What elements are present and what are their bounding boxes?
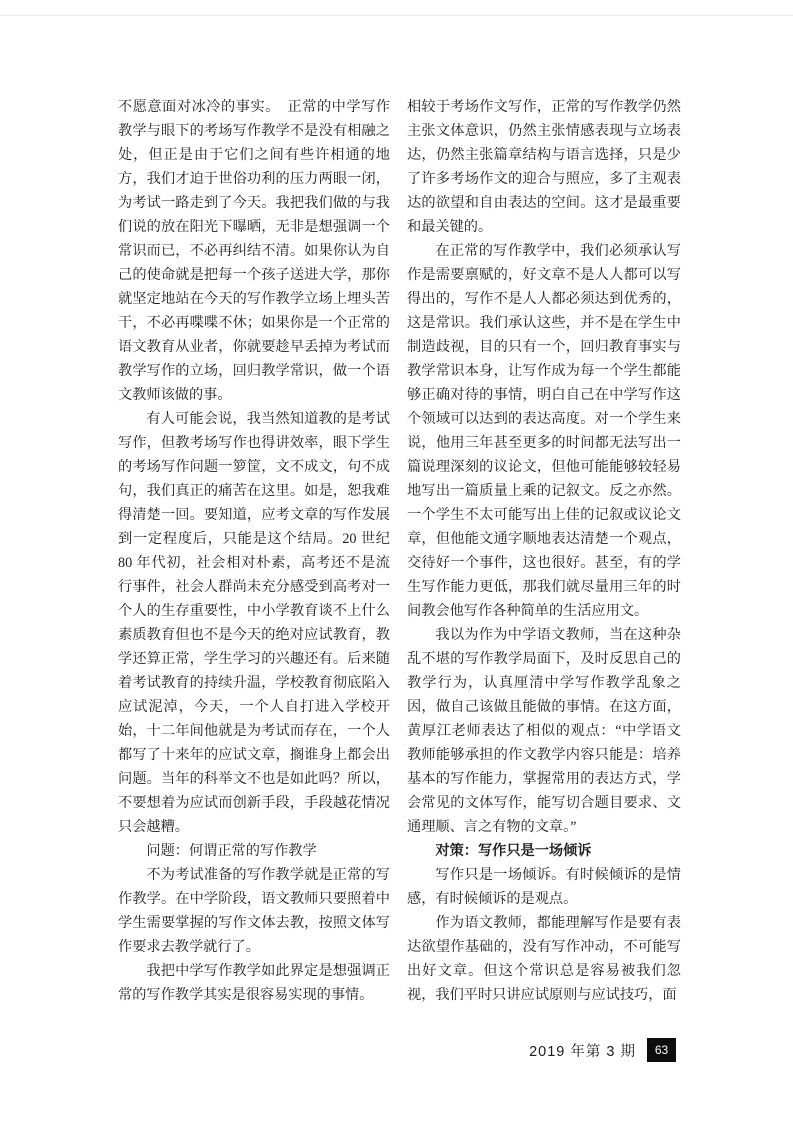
column-left [118,95,390,1007]
paragraph: 我把中学写作教学如此界定是想强调正常的写作教学其实是很容易实现的事情。 [118,963,390,1003]
article-body [118,95,681,1007]
issue-label: 2019 年第 3 期 [529,1043,636,1060]
page-footer [529,1038,676,1062]
page-number-badge: 63 [647,1038,676,1062]
paragraph: 有人可能会说，我当然知道教的是考试写作，但教考场写作也得讲效率，眼下学生的考场写作问题一箩筐，文不成文，句不成句，我们真正的痛苦在这里。如是，恕我难得清楚一回。要知道，应考文章的写作发展到一定程度后，只能是这个结局。20 世纪 80 年代初，社会相对朴素，高考还不是流行事件，社会人群尚未充分感受到高考对一个人的生存重要性，中小学教育谈不上什么素质教育但也不是今天的绝对应试教育，教学还算正常，学生学习的兴趣还有。后来随着考试教育的持续升温，学校教育彻底陷入应试泥淖，今天，一个人自打进入学校开始，十二年间他就是为考试而存在，一个人都写了十来年的应试文章，搁谁身上都会出问题。当年的科举文不也是如此吗？所以，不要想着为应试而创新手段，手段越花情况只会越糟。 [118,411,390,835]
paragraph: 写作只是一场倾诉。有时候倾诉的是情感，有时候倾诉的是观点。 [407,867,681,907]
paragraph: 相较于考场作文写作，正常的写作教学仍然主张文体意识，仍然主张情感表现与立场表达，仍然主张篇章结构与语言选择，只是少了许多考场作文的迎合与照应，多了主观表达的欲望和自由表达的空间。这才是最重要和最关键的。 [407,99,681,235]
paragraph: 作为语文教师，都能理解写作是要有表达欲望作基础的，没有写作冲动，不可能写出好文章。但这个常识总是容易被我们忽视，我们平时只讲应试原则与应试技巧，面 [407,915,681,1003]
paragraph: 不愿意面对冰冷的事实。 正常的中学写作教学与眼下的考场写作教学不是没有相融之处，但正是由于它们之间有些许相通的地方，我们才迫于世俗功利的压力两眼一闭，为考试一路走到了今天。我把我们做的与我们说的放在阳光下曝晒，无非是想强调一个常识而已，不必再纠结不清。如果你认为自己的使命就是把每一个孩子送进大学，那你就坚定地站在今天的写作教学立场上埋头苦干，不必再喋喋不休；如果你是一个正常的语文教育从业者，你就要趁早丢掉为考试而教学写作的立场，回归教学常识，做一个语文教师该做的事。 [118,99,390,403]
question-line: 问题：何谓正常的写作教学 [146,843,317,859]
section-heading: 对策：写作只是一场倾诉 [435,843,592,859]
paragraph: 我以为作为中学语文教师，当在这种杂乱不堪的写作教学局面下，及时反思自己的教学行为，认真厘清中学写作教学乱象之因，做自己该做且能做的事情。在这方面，黄厚江老师表达了相似的观点：“中学语文教师能够承担的作文教学内容只能是：培养基本的写作能力，掌握常用的表达方式，学会常见的文体写作，能写切合题目要求、文通理顺、言之有物的文章。” [407,627,681,835]
paragraph: 不为考试准备的写作教学就是正常的写作教学。在中学阶段，语文教师只要照着中学生需要掌握的写作文体去教，按照文体写作要求去教学就行了。 [118,867,390,955]
paragraph: 在正常的写作教学中，我们必须承认写作是需要禀赋的，好文章不是人人都可以写得出的，写作不是人人都必须达到优秀的，这是常识。我们承认这些，并不是在学生中制造歧视，目的只有一个，回归教育事实与教学常识本身，让写作成为每一个学生都能够正确对待的事情，明白自己在中学写作这个领域可以达到的表达高度。对一个学生来说，他用三年甚至更多的时间都无法写出一篇说理深刻的议论文，但他可能能够较轻易地写出一篇质量上乘的记叙文。反之亦然。一个学生不太可能写出上佳的记叙或议论文章，但他能文通字顺地表达清楚一个观点，交待好一个事件，这也很好。甚至，有的学生写作能力更低，那我们就尽量用三年的时间教会他写作各种简单的生活应用文。 [407,243,681,619]
column-right [407,95,681,1007]
page-edge-line [0,15,793,16]
